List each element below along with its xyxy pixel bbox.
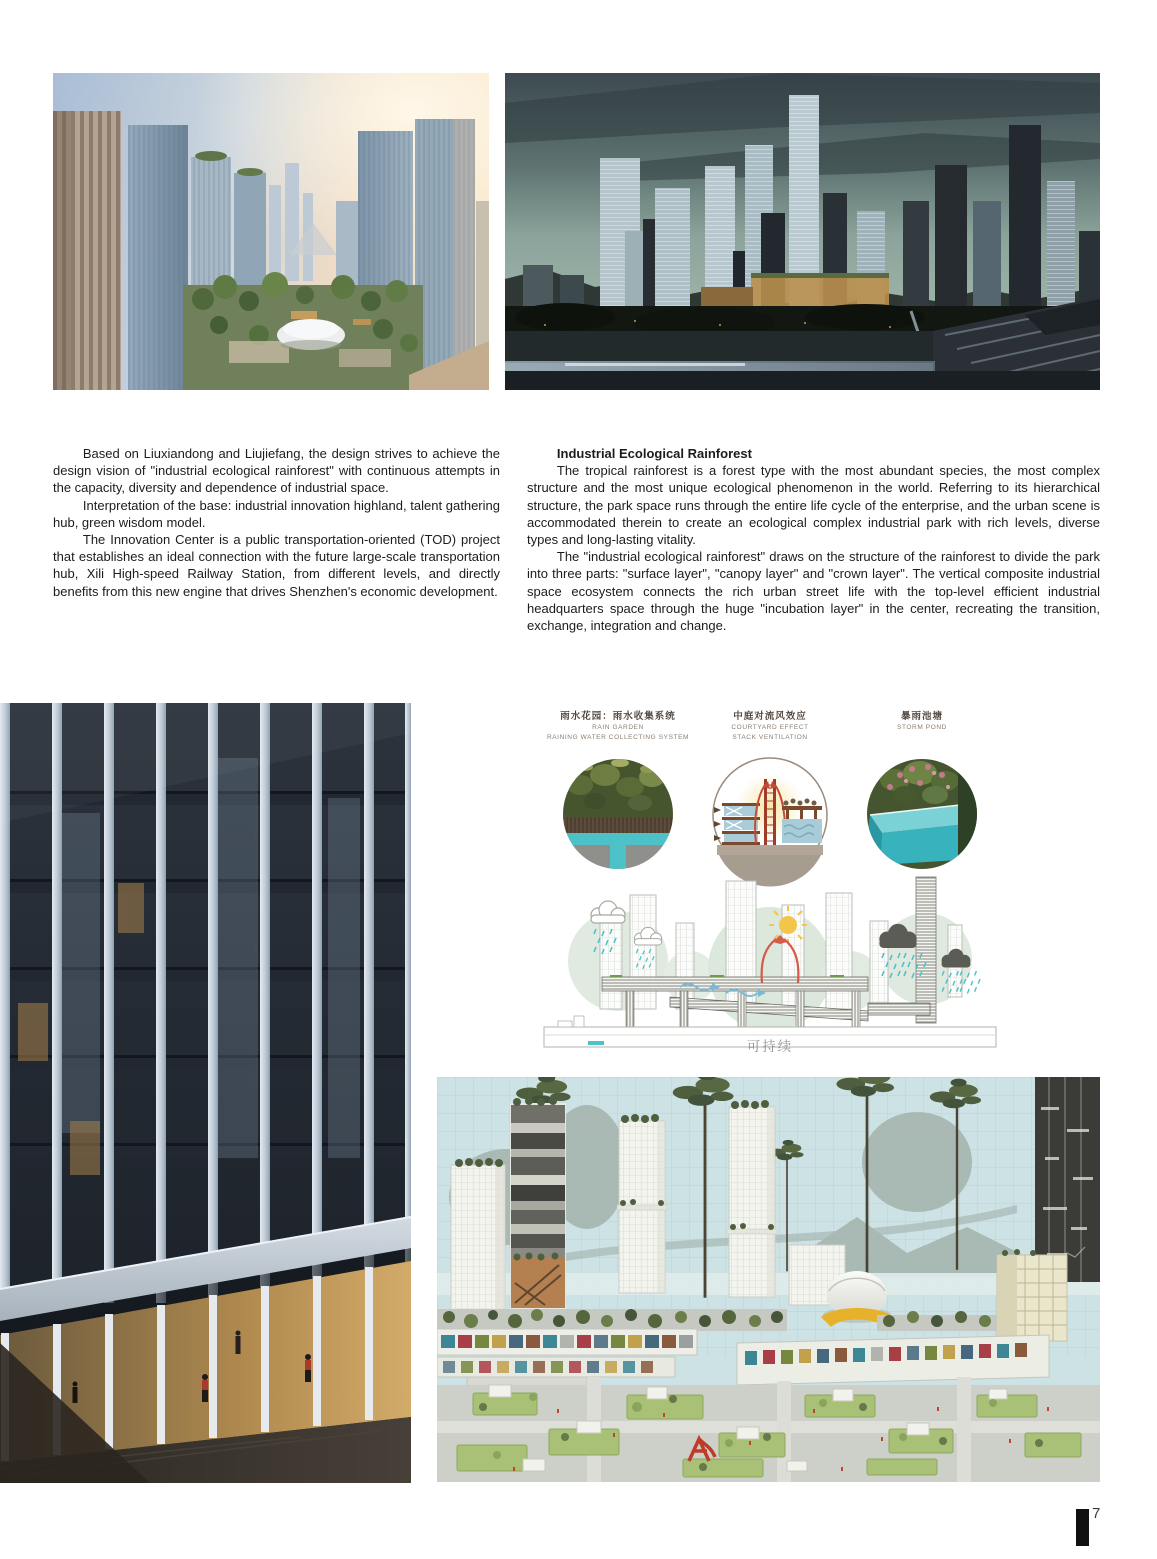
label-en: STORM POND <box>897 723 947 731</box>
section-diagram <box>544 877 996 1047</box>
hatched-tower <box>916 877 936 1023</box>
central-park <box>183 272 423 390</box>
diagram-caption: 可持续 <box>746 1039 794 1054</box>
sustainability-diagram <box>530 705 1010 1065</box>
right-podium-level <box>737 1335 1049 1385</box>
paragraph: Based on Liuxiandong and Liujiefang, the design strives to achieve the design vision of "industrial ecological rainforest" with continuous attempts in the capacity, diversity and dependence of industrial space. <box>53 446 500 496</box>
label-zh: 中庭对流风效应 <box>733 711 807 722</box>
label-zh: 暴雨池塘 <box>900 711 943 722</box>
paragraph: The tropical rainforest is a forest type with the most abundant species, the most complex structure and the most unique ecological phenomenon in the world. Referring to its hierarchical structure, the park space runs through the entire life cycle of the enterprise, and the urban scene is accommodated therein to create an ecological complex industrial park with rich levels, diverse types and long-lasting vitality. <box>527 463 1100 548</box>
paragraph: The "industrial ecological rainforest" draws on the structure of the rainforest to divide the park into three parts: "surface layer", "canopy layer" and "crown layer". The vertical composite industrial space ecosystem connects the rich urban street life with the top-level efficient industrial headquarters space through the huge "incubation layer" in the center, recreating the transition, exchange, integration and change. <box>527 549 1100 634</box>
label-en: RAIN GARDEN <box>592 723 644 731</box>
page-number-bar <box>1076 1509 1089 1546</box>
courtyard-effect-circle <box>713 758 827 887</box>
masterplan-art <box>437 1077 1100 1482</box>
right-white-tower <box>727 1100 777 1297</box>
section-heading: Industrial Ecological Rainforest <box>556 446 752 461</box>
left-text-column <box>53 445 500 600</box>
collage-tower <box>510 1097 566 1309</box>
sunset-campus-art <box>53 73 489 390</box>
masterplan-collage-render <box>437 1077 1100 1482</box>
facade-art <box>0 703 411 1483</box>
center-white-tower <box>617 1114 667 1293</box>
green-roof-deck <box>437 1309 997 1331</box>
render-photo-dusk-skyline <box>505 73 1100 390</box>
render-photo-sunset-campus <box>53 73 489 390</box>
facade-photo <box>0 703 411 1483</box>
paragraph: The Innovation Center is a public transportation-oriented (TOD) project that establishes an ideal connection with the future large-scale transportation hub, Xili High-speed Railway Station, from different levels, and directly benefits from this new engine that drives Shenzhen's economic development. <box>53 532 500 599</box>
label-en: RAINING WATER COLLECTING SYSTEM <box>546 733 690 741</box>
diagram-art <box>530 745 1010 1060</box>
diagram-label-storm-pond <box>832 711 1012 734</box>
left-white-tower <box>451 1158 505 1313</box>
label-en: COURTYARD EFFECT <box>731 723 809 731</box>
storm-pond-circle <box>866 759 978 869</box>
dark-section-tower <box>1035 1077 1100 1282</box>
label-zh: 雨水花园：雨水收集系统 <box>560 711 676 722</box>
label-en: STACK VENTILATION <box>732 733 808 741</box>
cream-residential-block <box>997 1249 1067 1341</box>
ground-plaza <box>437 1377 1100 1482</box>
rain-garden-circle <box>563 759 673 871</box>
page-number: 7 <box>1092 1505 1101 1522</box>
dusk-skyline-art <box>505 73 1100 390</box>
paragraph: Interpretation of the base: industrial innovation highland, talent gathering hub, green wisdom model. <box>53 497 500 530</box>
right-text-column <box>527 445 1100 634</box>
